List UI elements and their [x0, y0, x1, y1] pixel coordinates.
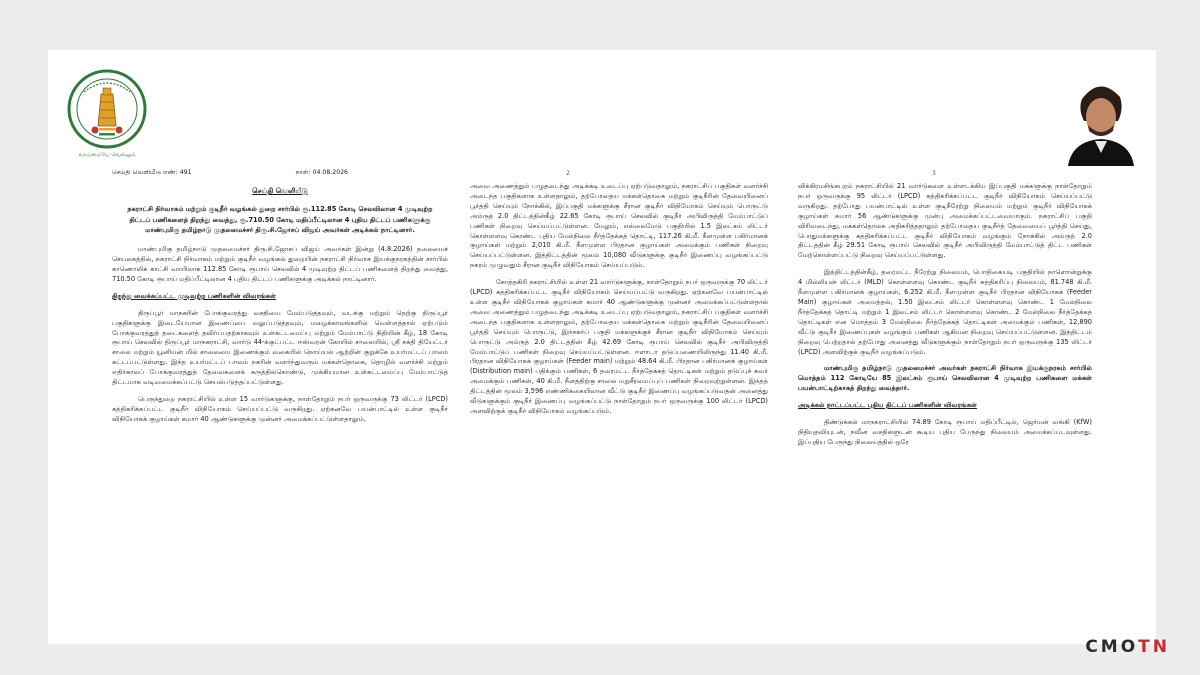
vikramasingapuram-paragraph: விக்கிரமசிங்கபுரம் நகராட்சியில் 21 வார்டுகளை உள்ளடக்கிய இப்பகுதி மக்களுக்கு நாள்தோறும் நபர் ஒருவருக்கு 95 லிட்டர் (LPCD) சுத்திகரிக்கப்பட்ட குடிநீர் விநியோகம் செய்யப்பட்டு வருகிறது. தற்போது பயன்பாட்டில் உள்ள குடிநீரேற்று நிலையம் மற்றும் குடிநீர் விநியோகக் குழாய்கள் சுமார் 56 ஆண்டுகளுக்கு முன்பு அமைக்கப்பட்டவையாகும். நகராட்சிப் பகுதி விரிவடைந்து, மக்கள்தொகை அதிகரித்ததாலும் தற்போதைய குடிநீர்த் தேவையைப் பூர்த்தி செய்து, பொதுமக்களுக்கு சுத்திகரிக்கப்பட்ட குடிநீர் விநியோகம் வழங்கும் நோக்கில் அம்ருத் 2.0 திட்டத்தின் கீழ் 29.51 கோடி ரூபாய் செலவில் குடிநீர் அபிவிருத்தி மேம்பாட்டுத் திட்ட பணிகள் மேற்கொள்ளப்பட்டு நிறைவு செய்யப்பட்டுள்ளது. — [798, 182, 1092, 260]
brand-main: CMO — [1085, 637, 1139, 657]
completed-works-subheading: திறந்து வைக்கப்பட்ட முடிவுற்ற பணிகளின் விவரங்கள் — [112, 291, 276, 300]
perundurai-continued-paragraph: அவை அணைத்தும் பழுதடைந்து அடிக்கடி உடைப்பு ஏற்படுவதாலும், நகராட்சிப் பகுதிகள் வளர்ச்சி அடைந்த பகுதிகளாக உள்ளதாலும், தற்போதைய மக்கள்தொகை மற்றும் குடிநீரின் தேவையினைப் பூர்த்தி செய்யும் நோக்கில், இப்பகுதி மக்களுக்கு சீரான குடிநீர் விநியோகம் செய்யும் பொருட்டு அம்ருத் 2.0 திட்டத்தின்கீழ் 22.65 கோடி ரூபாய் செலவில் குடிநீர் அபிவிருத்தி மேம்பாட்டுப் பணிகள் நிறைவு செய்யப்பட்டுள்ளன. மேலும், எல்லைமேடு பகுதியில் 1.5 இலட்சம் லிட்டர் கொள்ளளவு கொண்ட புதிய மேல்நிலை நீர்த்தேக்கத் தொட்டி, 117.26 கி.மீ. நீளமுள்ள பகிர்மானக் குழாய்கள் மற்றும் 2,010 கி.மீ. நீளமுள்ள பிரதான குழாய்கள் அமைக்கும் பணிகள் நிறைவு செய்யப்பட்டுள்ளன. இத்திட்டத்தின் மூலம் 10,080 வீடுகளுக்கு குடிநீர் இணைப்பு வழங்கப்பட்டு நகரம் முழுவதும் சீரான குடிநீர் விநியோகம் செய்யப்படும். — [470, 182, 768, 270]
press-release-sheet — [48, 50, 1156, 644]
page-number-2: 2 — [566, 170, 570, 177]
release-meta — [112, 168, 448, 178]
page-2-column — [470, 182, 768, 424]
new-works-subheading: அடிக்கல் நாட்டப்பட்ட புதிய திட்டப் பணிகளின் விவரங்கள் — [798, 401, 977, 410]
release-date: நாள்: 04.08.2026 — [295, 169, 348, 176]
chief-minister-photo — [1060, 69, 1140, 166]
cmotn-logo — [1085, 637, 1170, 657]
release-title: நகராட்சி நிர்வாகம் மற்றும் குடிநீர் வழங்கல் துறை சார்பில் ரூ.112.85 கோடி செலவிலான 4 முடிவுற்ற திட்டப் பணிகளைத் திறந்து வைத்து, ரூ.710.50 கோடி மதிப்பீட்டிலான 4 புதிய திட்டப் பணிகளுக்கு மாண்புமிகு தமிழ்நாடு முதலமைச்சர் திரு.சி.ஜோசப் விஜய் அவர்கள் அடிக்கல் நாட்டினார். — [127, 204, 433, 235]
dindigul-paragraph: திண்டுக்கல் மாநகராட்சியில் 74.89 கோடி ரூபாய் மதிப்பீட்டில், ஜெர்மன் வங்கி (KfW) நிதியுதவியுடன், நவீன வசதிகளுடன் கூடிய புதிய பேருந்து நிலையம் அமைக்கப்படவுள்ளது. இப்புதிய பேருந்து நிலையத்தில் ஒரே — [798, 418, 1092, 446]
kotagiri-paragraph: கோத்தகிரி நகராட்சியில் உள்ள 21 வார்டுகளுக்கு, நாள்தோறும் நபர் ஒருவருக்கு 70 லிட்டர் (LPCD) சுத்திகரிக்கப்பட்ட குடிநீர் விநியோகம் செய்யப்பட்டு வருகிறது. ஏற்கனவே பயன்பாட்டில் உள்ள குடிநீர் விநியோகக் குழாய்கள் சுமார் 40 ஆண்டுகளுக்கு முன்னர் அமைக்கப்பட்டுள்ளதால் அவை அணைத்தும் பழுதடைந்து அடிக்கடி உடைப்பு ஏற்படுவதாலும், நகராட்சிப் பகுதிகள் வளர்ச்சி அடைந்த பகுதிகளாக உள்ளதாலும், தற்போதைய மக்கள்தொகை மற்றும் குடிநீரின் தேவையினைப் பூர்த்தி செய்யும் பொருட்டு, இந்நகர்ப் பகுதி மக்களுக்குச் சீரான குடிநீர் விநியோகம் செய்யும் பொருட்டு அம்ருத் 2.0 திட்டத்தின் கீழ் 42.69 கோடி ரூபாய் செலவில் குடிநீர் அபிவிருத்தி மேம்பாட்டுப் பணிகள் நிறைவு செய்யப்பட்டுள்ளன. ஈளாடா தடுப்பணையிலிருந்து 11.40 கி.மீ. பிரதான விநியோகக் குழாய்கள் (Feeder main) மற்றும் 48.64 கி.மீ. பிரதான பகிர்மானக் குழாய்கள் (Distribution main) பதிக்கும் பணிகள், 6 தரைமட்ட நீர்த்தேக்கத் தொட்டிகள் மற்றும் தடுப்புச் சுவர் அமைக்கும் பணிகள், 40 கி.மீ. நீளத்திற்கு சாலை மறுசீரமைப்புப் பணிகள் நிறைவுற்றுள்ளன. இந்தத் திட்டத்தின் மூலம் 3,596 எண்ணிக்கையிலான வீட்டு குடிநீர் இணைப்பு வழங்கப்படுவதன் அனைத்து வீடுகளுக்கும் குடிநீர் இணைப்பு வழங்கப்பட்டு நாள்தோறும் நபர் ஒருவருக்கு 100 லிட்டர் (LPCD) அளவிற்குக் குடிநீர் விநியோகம் வழங்கப்படும். — [470, 278, 768, 415]
treatment-plant-paragraph: இத்திட்டத்தின்கீழ், தரைமட்ட நீரேற்று நிலையம், பொதிகையடி பகுதியில் நாளொன்றுக்கு 4 மில்லியன் லிட்டர் (MLD) கொள்ளளவு கொண்ட குடிநீர் சுத்திகரிப்பு நிலையம், 81.748 கி.மீ. நீளமுள்ள பகிர்மானக் குழாய்கள், 6.252 கி.மீ. நீளமுள்ள குடிநீர் பிரதான விநியோகக் (Feeder Main) குழாய்கள் அமைத்தல், 1.50 இலட்சம் லிட்டர் கொள்ளளவு கொண்ட 1 மேல்நிலை நீர்த்தேக்கத் தொட்டி மற்றும் 1 இலட்சம் லிட்டர் கொள்ளளவு கொண்ட 2 மேல்நிலை நீர்த்தேக்கத் தொட்டிகள் என மொத்தம் 3 மேல்நிலை நீர்த்தேக்கத் தொட்டிகள் அமைக்கும் பணிகள், 12,890 வீட்டு குடிநீர் இணைப்புகள் வழங்கும் பணிகள் ஆகியன நிறைவு செய்யப்பட்டுள்ளன. இத்திட்டம் நிறைவு பெற்றதால் தற்போது அனைத்து வீடுகளுக்கும் நாள்தோறும் நபர் ஒருவருக்கு 135 லிட்டர் (LPCD) அளவிற்குக் குடிநீர் வழங்கப்படும். — [798, 268, 1092, 356]
page-1-column — [112, 168, 448, 432]
release-heading: செய்தி வெளியீடு — [252, 186, 308, 195]
release-number: செய்தி வெளியீடு எண்: 491 — [112, 169, 192, 176]
perundurai-paragraph: பெருந்துறை நகராட்சியில் உள்ள 15 வார்டுகளுக்கு, நாள்தோறும் நபர் ஒருவருக்கு 73 லிட்டர் (LPCD) சுத்திகரிக்கப்பட்ட குடிநீர் விநியோகம் செய்யப்பட்டு வருகிறது. ஏற்கனவே பயன்பாட்டில் உள்ள குடிநீர் விநியோகக் குழாய்கள் சுமார் 40 ஆண்டுகளுக்கு முன்னர் அமைக்கப்பட்டுள்ளதாலும், — [112, 394, 448, 423]
intro-paragraph: மாண்புமிகு தமிழ்நாடு முதலமைச்சர் திரு.சி.ஜோசப் விஜய் அவர்கள் இன்று (4.8.2026) தலைமைச் செயலகத்தில், நகராட்சி நிர்வாகம் மற்றும் குடிநீர் வழங்கல் துறையின் நகராட்சி நிர்வாக இயக்குநரகத்தின் சார்பில் காணொலிக் காட்சி வாயிலாக 112.85 கோடி ரூபாய் செலவில் 4 முடிவுற்ற திட்டப் பணிகளைத் திறந்து வைத்து, 710.50 கோடி ரூபாய் மதிப்பீட்டிலான 4 புதிய திட்டப் பணிகளுக்கு அடிக்கல் நாட்டினார். — [112, 245, 448, 283]
tiruppur-paragraph: திருப்பூர் மாநகரின் போக்குவரத்து வசதியை மேம்படுத்தவும், வடக்கு மற்றும் தெற்கு திருப்பூர் பகுதிகளுக்கு இடையேயான இணைப்பை வலுப்படுத்தவும், மழைக்காலங்களில் வெள்ளத்தால் ஏற்படும் போக்குவரத்துத் தடைகளைத் தவிர்ப்பதற்காகவும் உள்கட்டமைப்பு மற்றும் மேம்பாட்டு நிதியின் கீழ், 18 கோடி ரூபாய் செலவில் திருப்பூர் மாநகராட்சி, வார்டு 44-க்குட்பட்ட ஈஸ்வரன் கோயில் சாலையில், ஸ்ரீ சக்தி தியேட்டர் சாலை மற்றும் யூனியன் மில் சாலையை இணைக்கும் வகையில் நொய்யல் ஆற்றின் குறுக்கே உயர்மட்டப் பாலம் கட்டப்பட்டுள்ளது. இந்த உயர்மட்டப் பாலம் நகரின் வளர்ந்துவரும் மக்கள்தொகை, தொழில் வளர்ச்சி மற்றும் எதிர்காலப் போக்குவரத்துத் தேவைகளைக் கருத்தில்கொண்டு, முக்கியமான உள்கட்டமைப்பு மேம்பாட்டுத் திட்டமாக வடிவமைக்கப்பட்டு செயல்படுத்தப்பட்டுள்ளது. — [112, 308, 448, 387]
summary-paragraph: மாண்புமிகு தமிழ்நாடு முதலமைச்சர் அவர்கள் நகராட்சி நிர்வாக இயக்குநரகம் சார்பில் மொத்தம் 112 கோடியே 85 இலட்சம் ரூபாய் செலவிலான 4 முடிவுற்ற பணிகளை மக்கள் பயன்பாட்டிற்காகத் திறந்து வைத்தார். — [798, 364, 1092, 393]
tamil-nadu-emblem — [66, 68, 148, 160]
page-3-column — [798, 182, 1092, 455]
brand-accent: TN — [1138, 637, 1170, 657]
page-number-3: 3 — [932, 170, 936, 177]
svg-text:வாய்மையே வெல்லும்: வாய்மையே வெல்லும் — [78, 152, 136, 158]
